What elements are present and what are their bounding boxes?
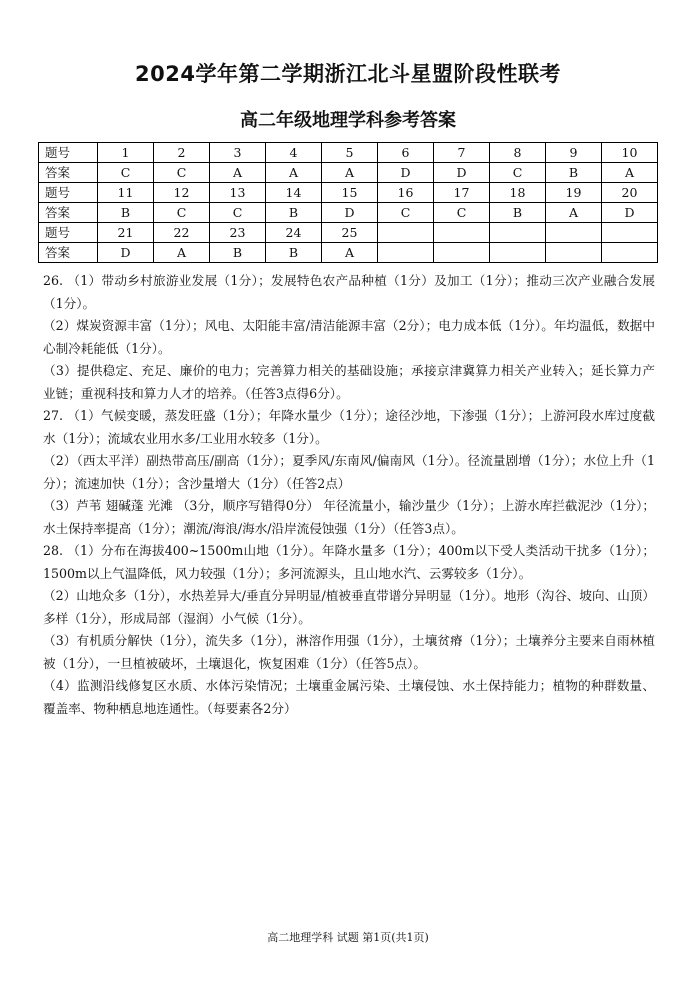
table-row [39,163,658,183]
answer-paragraph: （4）监测沿线修复区水质、水体污染情况；土壤重金属污染、土壤侵蚀、水土保持能力；植物的种群数量、覆盖率、物种栖息地连通性。（每要素各2分） [43,678,655,716]
table-cell [434,243,490,263]
table-cell [546,243,602,263]
answer-paragraph: （3）有机质分解快（1分），流失多（1分），淋溶作用强（1分），土壤贫瘠（1分）；土壤养分主要来自雨林植被（1分），一旦植被破坏，土壤退化，恢复困难（1分）（任答5点）。 [43,633,655,671]
table-cell: 18 [490,183,546,203]
table-cell: D [322,203,378,223]
table-cell: D [378,163,434,183]
table-cell: 2 [154,143,210,163]
table-row [39,143,658,163]
row-label: 答案 [39,243,98,263]
table-cell: 11 [98,183,154,203]
page-footer: 高二地理学科 试题 第1页(共1页) [267,931,429,944]
table-cell: 15 [322,183,378,203]
answer-paragraph: （3）提供稳定、充足、廉价的电力；完善算力相关的基础设施；承接京津冀算力相关产业转入；延长算力产业链；重视科技和算力人才的培养。（任答3点得6分）。 [43,363,655,401]
table-cell: C [434,203,490,223]
table-cell: 20 [602,183,658,203]
page-title: 2024学年第二学期浙江北斗星盟阶段性联考 [135,62,561,86]
answer-paragraph: 27. （1）气候变暖，蒸发旺盛（1分）；年降水量少（1分）；途径沙地，下渗强（1分）；上游河段水库过度截水（1分）；流域农业用水多/工业用水较多（1分）。 [43,408,655,446]
table-cell: B [546,163,602,183]
table-cell: A [546,203,602,223]
table-cell: D [434,163,490,183]
row-label: 答案 [39,163,98,183]
table-cell: D [98,243,154,263]
table-cell: 14 [266,183,322,203]
table-cell: 7 [434,143,490,163]
table-cell: B [266,243,322,263]
table-cell: 12 [154,183,210,203]
table-cell: 4 [266,143,322,163]
table-cell: 8 [490,143,546,163]
row-label: 题号 [39,143,98,163]
row-label: 题号 [39,223,98,243]
table-cell: A [602,163,658,183]
table-row [39,243,658,263]
answer-table [38,142,658,263]
answer-paragraph: （2）山地众多（1分），水热差异大/垂直分异明显/植被垂直带谱分异明显（1分）。地形（沟谷、坡向、山顶）多样（1分），形成局部（湿润）小气候（1分）。 [43,588,655,626]
table-cell [378,223,434,243]
table-cell: 17 [434,183,490,203]
row-label: 题号 [39,183,98,203]
answer-paragraph: （2）（西太平洋）副热带高压/副高（1分）；夏季风/东南风/偏南风（1分）。径流量剧增（1分）；水位上升（1分）；流速加快（1分）；含沙量增大（1分）（任答2点） [43,453,655,491]
table-cell: A [322,243,378,263]
answer-paragraph: 26. （1）带动乡村旅游业发展（1分）；发展特色农产品种植（1分）及加工（1分）；推动三次产业融合发展（1分）。 [43,273,655,311]
table-cell [602,243,658,263]
table-cell: 16 [378,183,434,203]
table-cell: 9 [546,143,602,163]
table-cell: A [322,163,378,183]
table-row [39,183,658,203]
table-cell: B [210,243,266,263]
answer-paragraph: （2）煤炭资源丰富（1分）；风电、太阳能丰富/清洁能源丰富（2分）；电力成本低（1分）。年均温低，数据中心制冷耗能低（1分）。 [43,318,655,356]
row-label: 答案 [39,203,98,223]
table-cell: C [154,163,210,183]
table-cell: C [378,203,434,223]
table-cell: A [266,163,322,183]
table-row [39,203,658,223]
table-cell: 23 [210,223,266,243]
table-cell [602,223,658,243]
table-cell: B [490,203,546,223]
table-cell [378,243,434,263]
table-cell: 21 [98,223,154,243]
table-cell: C [210,203,266,223]
table-cell: 1 [98,143,154,163]
table-cell: 6 [378,143,434,163]
page-subtitle: 高二年级地理学科参考答案 [240,110,456,131]
table-cell: A [154,243,210,263]
table-cell [434,223,490,243]
table-cell [490,243,546,263]
answer-explanations [43,270,655,720]
table-cell: B [98,203,154,223]
table-cell: C [490,163,546,183]
table-cell [490,223,546,243]
answer-paragraph: （3）芦苇 翅碱蓬 光滩 （3分，顺序写错得0分） 年径流量小，输沙量少（1分）；上游水库拦截泥沙（1分）；水土保持率提高（1分）；潮流/海浪/海水/沿岸流侵蚀强（1分）（任答3点）。 [43,498,655,536]
table-cell: 22 [154,223,210,243]
table-cell: 5 [322,143,378,163]
table-cell: 13 [210,183,266,203]
table-cell: 24 [266,223,322,243]
table-row [39,223,658,243]
table-cell: D [602,203,658,223]
table-cell: 3 [210,143,266,163]
answer-paragraph: 28. （1）分布在海拔400~1500m山地（1分）。年降水量多（1分）；400m以下受人类活动干扰多（1分）；1500m以上气温降低，风力较强（1分）；多河流源头，且山地水汽、云雾较多（1分）。 [43,543,655,581]
table-cell: C [154,203,210,223]
table-cell: 10 [602,143,658,163]
table-cell: B [266,203,322,223]
table-cell: 19 [546,183,602,203]
table-cell: A [210,163,266,183]
table-cell: 25 [322,223,378,243]
table-cell [546,223,602,243]
table-cell: C [98,163,154,183]
